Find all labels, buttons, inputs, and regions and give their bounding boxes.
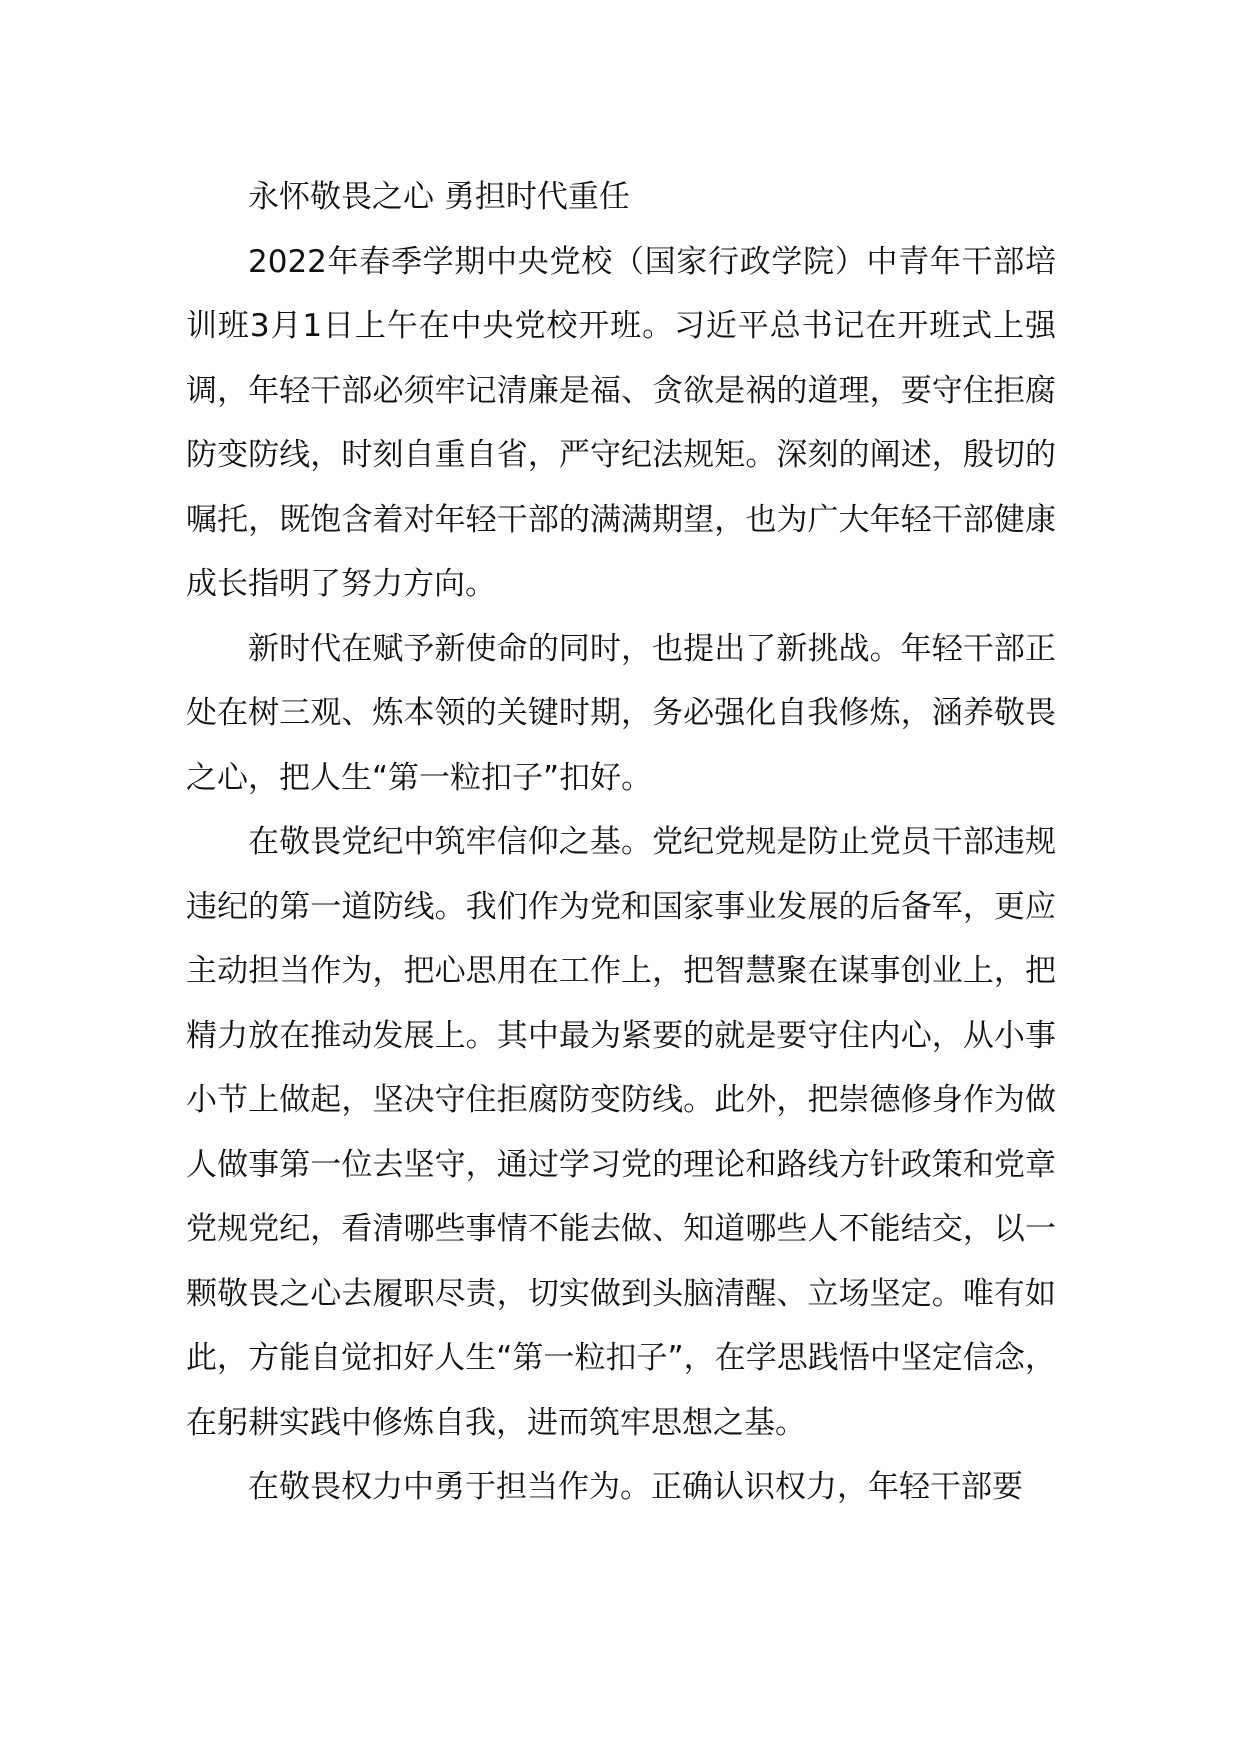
paragraph-1: 2022年春季学期中央党校（国家行政学院）中青年干部培训班3月1日上午在中央党校开班。习近平总书记在开班式上强调，年轻干部必须牢记清廉是福、贪欲是祸的道理，要守住拒腐防变防线，时刻自重自省，严守纪法规矩。深刻的阐述，殷切的嘱托，既饱含着对年轻干部的满满期望，也为广大年轻干部健康成长指明了努力方向。 [186,243,1056,602]
document-title: 永怀敬畏之心 勇担时代重任 [248,179,630,215]
paragraph-4: 在敬畏权力中勇于担当作为。正确认识权力，年轻干部要 [248,1469,1023,1505]
paragraph-3: 在敬畏党纪中筑牢信仰之基。党纪党规是防止党员干部违规违纪的第一道防线。我们作为党和国家事业发展的后备军，更应主动担当作为，把心思用在工作上，把智慧聚在谋事创业上，把精力放在推动发展上。其中最为紧要的就是要守住内心，从小事小节上做起，坚决守住拒腐防变防线。此外，把崇德修身作为做人做事第一位去坚守，通过学习党的理论和路线方针政策和党章党规党纪，看清哪些事情不能去做、知道哪些人不能结交，以一颗敬畏之心去履职尽责，切实做到头脑清醒、立场坚定。唯有如此，方能自觉扣好人生“第一粒扣子”，在学思践悟中坚定信念，在躬耕实践中修炼自我，进而筑牢思想之基。 [186,824,1056,1441]
paragraph-2: 新时代在赋予新使命的同时，也提出了新挑战。年轻干部正处在树三观、炼本领的关键时期，务必强化自我修炼，涵养敬畏之心，把人生“第一粒扣子”扣好。 [186,630,1056,796]
document-body [186,165,1056,1520]
